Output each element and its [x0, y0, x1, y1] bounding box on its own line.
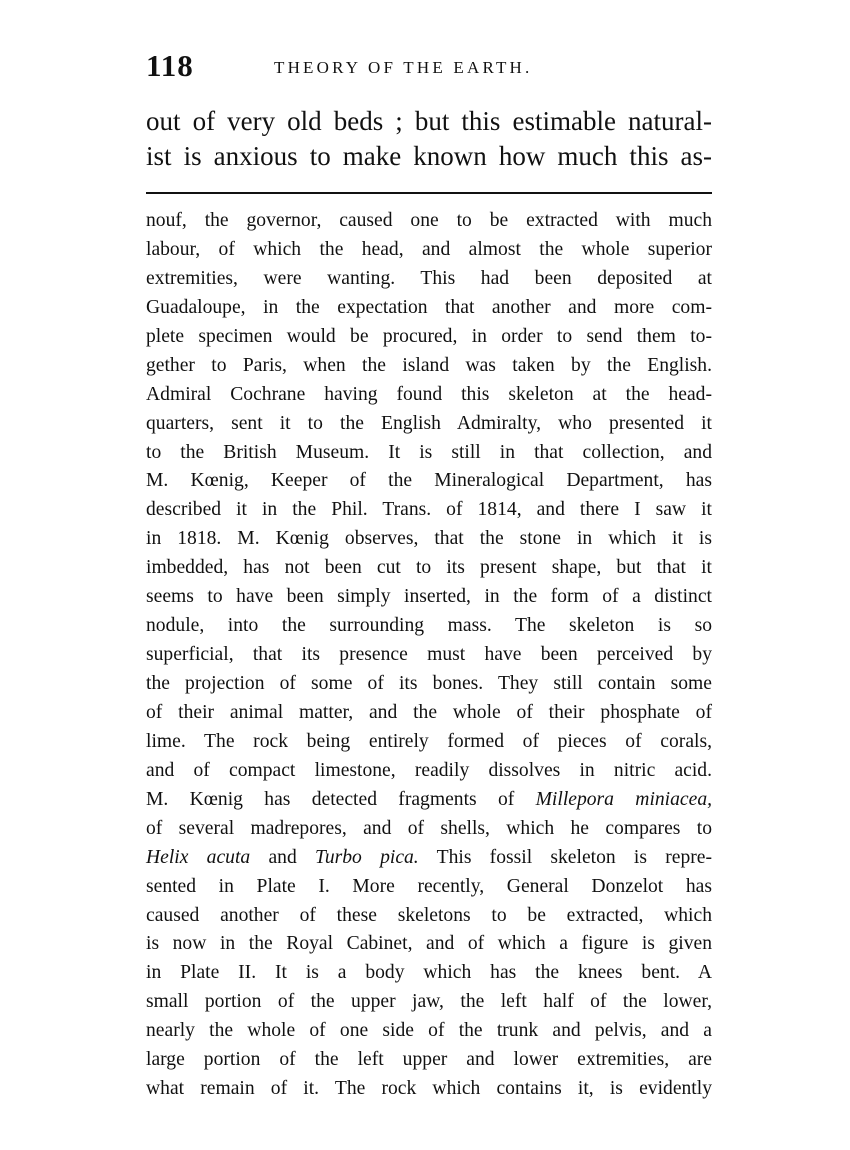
footnote-line: Admiral Cochrane having found this skeleton at the head-	[146, 383, 712, 405]
footnote-line: of several madrepores, and of shells, which he compares to	[146, 817, 712, 839]
footnote-line: nodule, into the surrounding mass. The skeleton is so	[146, 615, 712, 637]
footnote-line: small portion of the upper jaw, the left half of the lower,	[146, 991, 712, 1013]
footnote-rule	[146, 192, 712, 194]
footnote-line: and of compact limestone, readily dissolves in nitric acid.	[146, 759, 712, 781]
footnote-line: plete specimen would be procured, in order to send them to-	[146, 325, 712, 347]
page-header	[146, 48, 712, 84]
footnote-text: M. Kœnig has detected fragments of	[146, 788, 536, 810]
species-name: Millepora miniacea,	[535, 788, 713, 810]
footnote-line: gether to Paris, when the island was taken by the English.	[146, 354, 712, 376]
footnote-text: This fossil skeleton is repre-	[418, 846, 712, 868]
footnote-line: of their animal matter, and the whole of their phosphate of	[146, 701, 712, 723]
footnote-line: quarters, sent it to the English Admiralty, who presented it	[146, 412, 712, 434]
species-name: Helix acuta	[146, 846, 251, 868]
footnote-line: is now in the Royal Cabinet, and of which a figure is given	[146, 933, 712, 955]
footnote-line: seems to have been simply inserted, in the form of a distinct	[146, 586, 712, 608]
footnote-line: nearly the whole of one side of the trunk and pelvis, and a	[146, 1020, 712, 1042]
main-text	[146, 104, 712, 174]
footnote-line: described it in the Phil. Trans. of 1814, and there I saw it	[146, 499, 712, 521]
running-title: THEORY OF THE EARTH.	[274, 58, 533, 77]
footnote-line: labour, of which the head, and almost the whole superior	[146, 238, 712, 260]
footnote-line: in 1818. M. Kœnig observes, that the stone in which it is	[146, 528, 712, 550]
footnote-line: lime. The rock being entirely formed of pieces of corals,	[146, 730, 712, 752]
footnote-line: M. Kœnig, Keeper of the Mineralogical Department, has	[146, 470, 712, 492]
page-number: 118	[146, 48, 194, 83]
footnote-line: to the British Museum. It is still in that collection, and	[146, 441, 712, 463]
footnote-line: what remain of it. The rock which contains it, is evidently	[146, 1078, 712, 1100]
species-name: Turbo pica.	[315, 846, 419, 868]
footnote	[146, 207, 712, 1104]
footnote-text: and	[250, 846, 315, 868]
footnote-line: the projection of some of its bones. They still contain some	[146, 673, 712, 694]
footnote-line	[146, 786, 712, 815]
footnote-line: extremities, were wanting. This had been deposited at	[146, 267, 712, 289]
footnote-line	[146, 844, 712, 873]
footnote-line: sented in Plate I. More recently, General Donzelot has	[146, 875, 712, 897]
footnote-line: caused another of these skeletons to be extracted, which	[146, 904, 712, 926]
footnote-line: large portion of the left upper and lower extremities, are	[146, 1049, 712, 1071]
main-text-line: out of very old beds ; but this estimable natural-	[146, 106, 712, 136]
footnote-line: in Plate II. It is a body which has the knees bent. A	[146, 962, 712, 984]
footnote-line: nouf, the governor, caused one to be extracted with much	[146, 210, 712, 231]
footnote-line: imbedded, has not been cut to its present shape, but that it	[146, 557, 712, 579]
footnote-line: Guadaloupe, in the expectation that another and more com-	[146, 296, 712, 318]
main-text-line: ist is anxious to make known how much this as-	[146, 141, 712, 171]
footnote-line: superficial, that its presence must have been perceived by	[146, 644, 712, 666]
